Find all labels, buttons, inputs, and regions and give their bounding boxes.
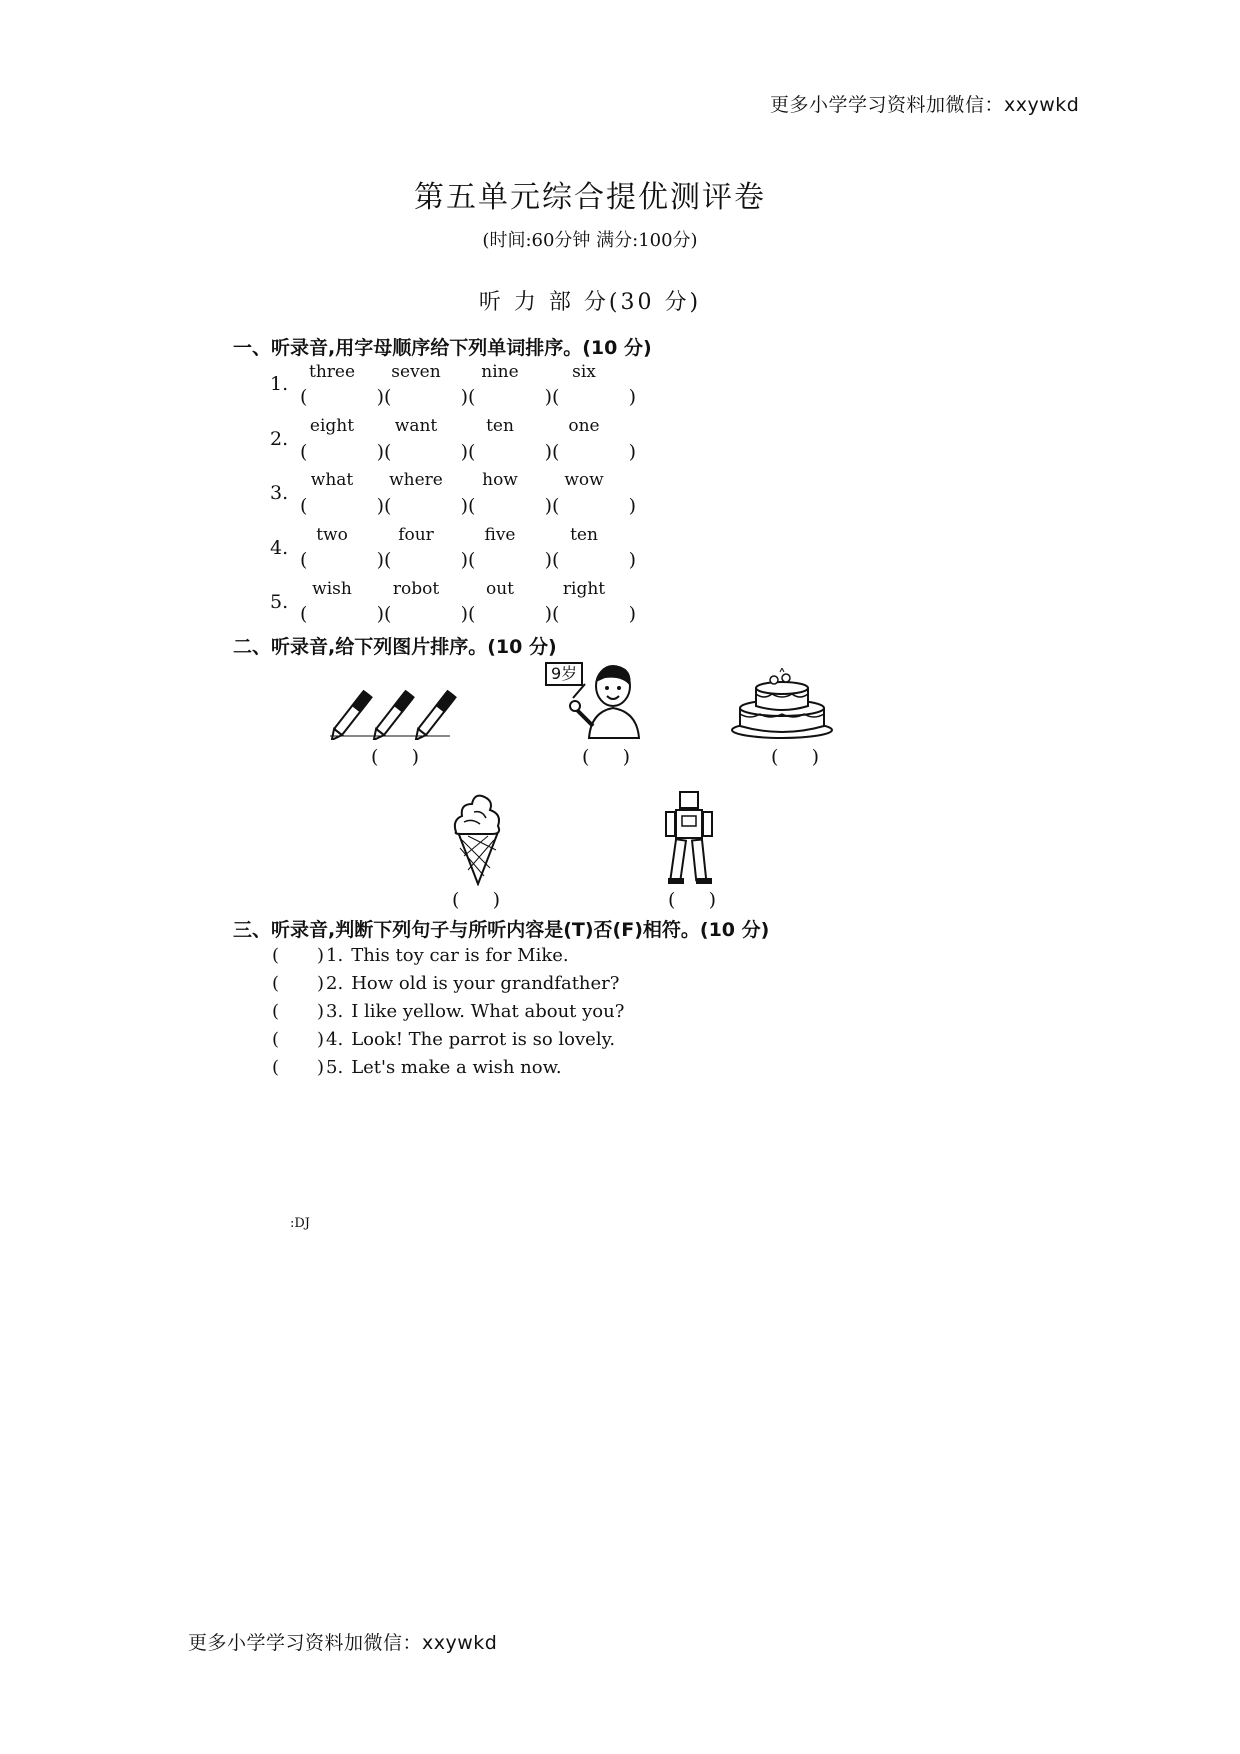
word: ten (570, 525, 598, 545)
pens-icon (330, 680, 460, 740)
word: two (316, 525, 348, 545)
picture-answer-blank[interactable]: ( ) (668, 889, 716, 911)
stray-mark: :DJ (290, 1216, 311, 1231)
question-number: 1. (270, 373, 289, 395)
answer-blank[interactable]: ( ) (300, 603, 384, 625)
tf-answer-blank[interactable]: ( ) (272, 1057, 324, 1078)
tf-item-sentence: Let's make a wish now. (351, 1057, 562, 1078)
word: wish (312, 579, 352, 599)
tf-item-sentence: Look! The parrot is so lovely. (351, 1029, 616, 1050)
word: how (482, 470, 518, 490)
word: nine (481, 362, 519, 382)
word: four (398, 525, 434, 545)
picture-answer-blank[interactable]: ( ) (371, 746, 419, 768)
boy-nine-years-picture (545, 660, 645, 740)
answer-blank[interactable]: ( ) (468, 441, 552, 463)
answer-blank[interactable]: ( ) (300, 386, 384, 408)
boy-nine-years-icon (545, 660, 645, 740)
word: ten (486, 416, 514, 436)
answer-blank[interactable]: ( ) (552, 495, 636, 517)
birthday-cake-icon (730, 668, 835, 740)
tf-answer-blank[interactable]: ( ) (272, 945, 324, 966)
picture-answer-blank[interactable]: ( ) (582, 746, 630, 768)
word: what (310, 470, 354, 490)
header-note: 更多小学学习资料加微信：xxywkd (770, 94, 1080, 116)
page-title: 第五单元综合提优测评卷 (414, 180, 766, 215)
answer-blank[interactable]: ( ) (384, 549, 468, 571)
word: seven (391, 362, 441, 382)
answer-blank[interactable]: ( ) (300, 495, 384, 517)
tf-item (272, 945, 569, 966)
answer-blank[interactable]: ( ) (468, 495, 552, 517)
word: one (568, 416, 600, 436)
tf-item-number: 2. (326, 973, 344, 994)
tf-item-sentence: I like yellow. What about you? (351, 1001, 625, 1022)
tf-item-number: 4. (326, 1029, 344, 1050)
tf-answer-blank[interactable]: ( ) (272, 1029, 324, 1050)
section3-heading: 三、听录音,判断下列句子与所听内容是(T)否(F)相符。(10 分) (233, 919, 770, 941)
question-number: 5. (270, 591, 289, 613)
picture-answer-blank[interactable]: ( ) (771, 746, 819, 768)
part-title: 听 力 部 分(30 分) (478, 290, 702, 315)
tf-item-sentence: How old is your grandfather? (351, 973, 620, 994)
word: three (308, 362, 356, 382)
tf-item-number: 1. (326, 945, 344, 966)
page-subtitle: (时间:60分钟 满分:100分) (482, 230, 698, 251)
question-number: 4. (270, 537, 289, 559)
footer-note: 更多小学学习资料加微信：xxywkd (188, 1632, 498, 1654)
tf-item-number: 5. (326, 1057, 344, 1078)
answer-blank[interactable]: ( ) (384, 386, 468, 408)
word: right (562, 579, 606, 599)
ice-cream-icon (450, 792, 506, 886)
answer-blank[interactable]: ( ) (552, 386, 636, 408)
question-number: 3. (270, 482, 289, 504)
word: out (485, 579, 514, 599)
answer-blank[interactable]: ( ) (468, 603, 552, 625)
tf-answer-blank[interactable]: ( ) (272, 973, 324, 994)
tf-answer-blank[interactable]: ( ) (272, 1001, 324, 1022)
answer-blank[interactable]: ( ) (384, 603, 468, 625)
word: five (484, 525, 516, 545)
tf-item (272, 973, 619, 994)
tf-item (272, 1057, 562, 1078)
answer-blank[interactable]: ( ) (552, 603, 636, 625)
section1-heading: 一、听录音,用字母顺序给下列单词排序。(10 分) (233, 337, 652, 359)
robot-icon (662, 790, 718, 886)
tf-item (272, 1029, 615, 1050)
age-sign-label: 9岁 (545, 662, 583, 686)
word: six (572, 362, 596, 382)
word: eight (309, 416, 355, 436)
answer-blank[interactable]: ( ) (384, 441, 468, 463)
word: robot (392, 579, 440, 599)
word: where (389, 470, 443, 490)
answer-blank[interactable]: ( ) (300, 549, 384, 571)
tf-item-sentence: This toy car is for Mike. (351, 945, 569, 966)
answer-blank[interactable]: ( ) (468, 386, 552, 408)
picture-answer-blank[interactable]: ( ) (452, 889, 500, 911)
word: wow (564, 470, 604, 490)
question-number: 2. (270, 428, 289, 450)
answer-blank[interactable]: ( ) (552, 441, 636, 463)
word: want (394, 416, 438, 436)
answer-blank[interactable]: ( ) (468, 549, 552, 571)
answer-blank[interactable]: ( ) (384, 495, 468, 517)
section2-heading: 二、听录音,给下列图片排序。(10 分) (233, 636, 557, 658)
answer-blank[interactable]: ( ) (552, 549, 636, 571)
answer-blank[interactable]: ( ) (300, 441, 384, 463)
tf-item (272, 1001, 624, 1022)
tf-item-number: 3. (326, 1001, 344, 1022)
